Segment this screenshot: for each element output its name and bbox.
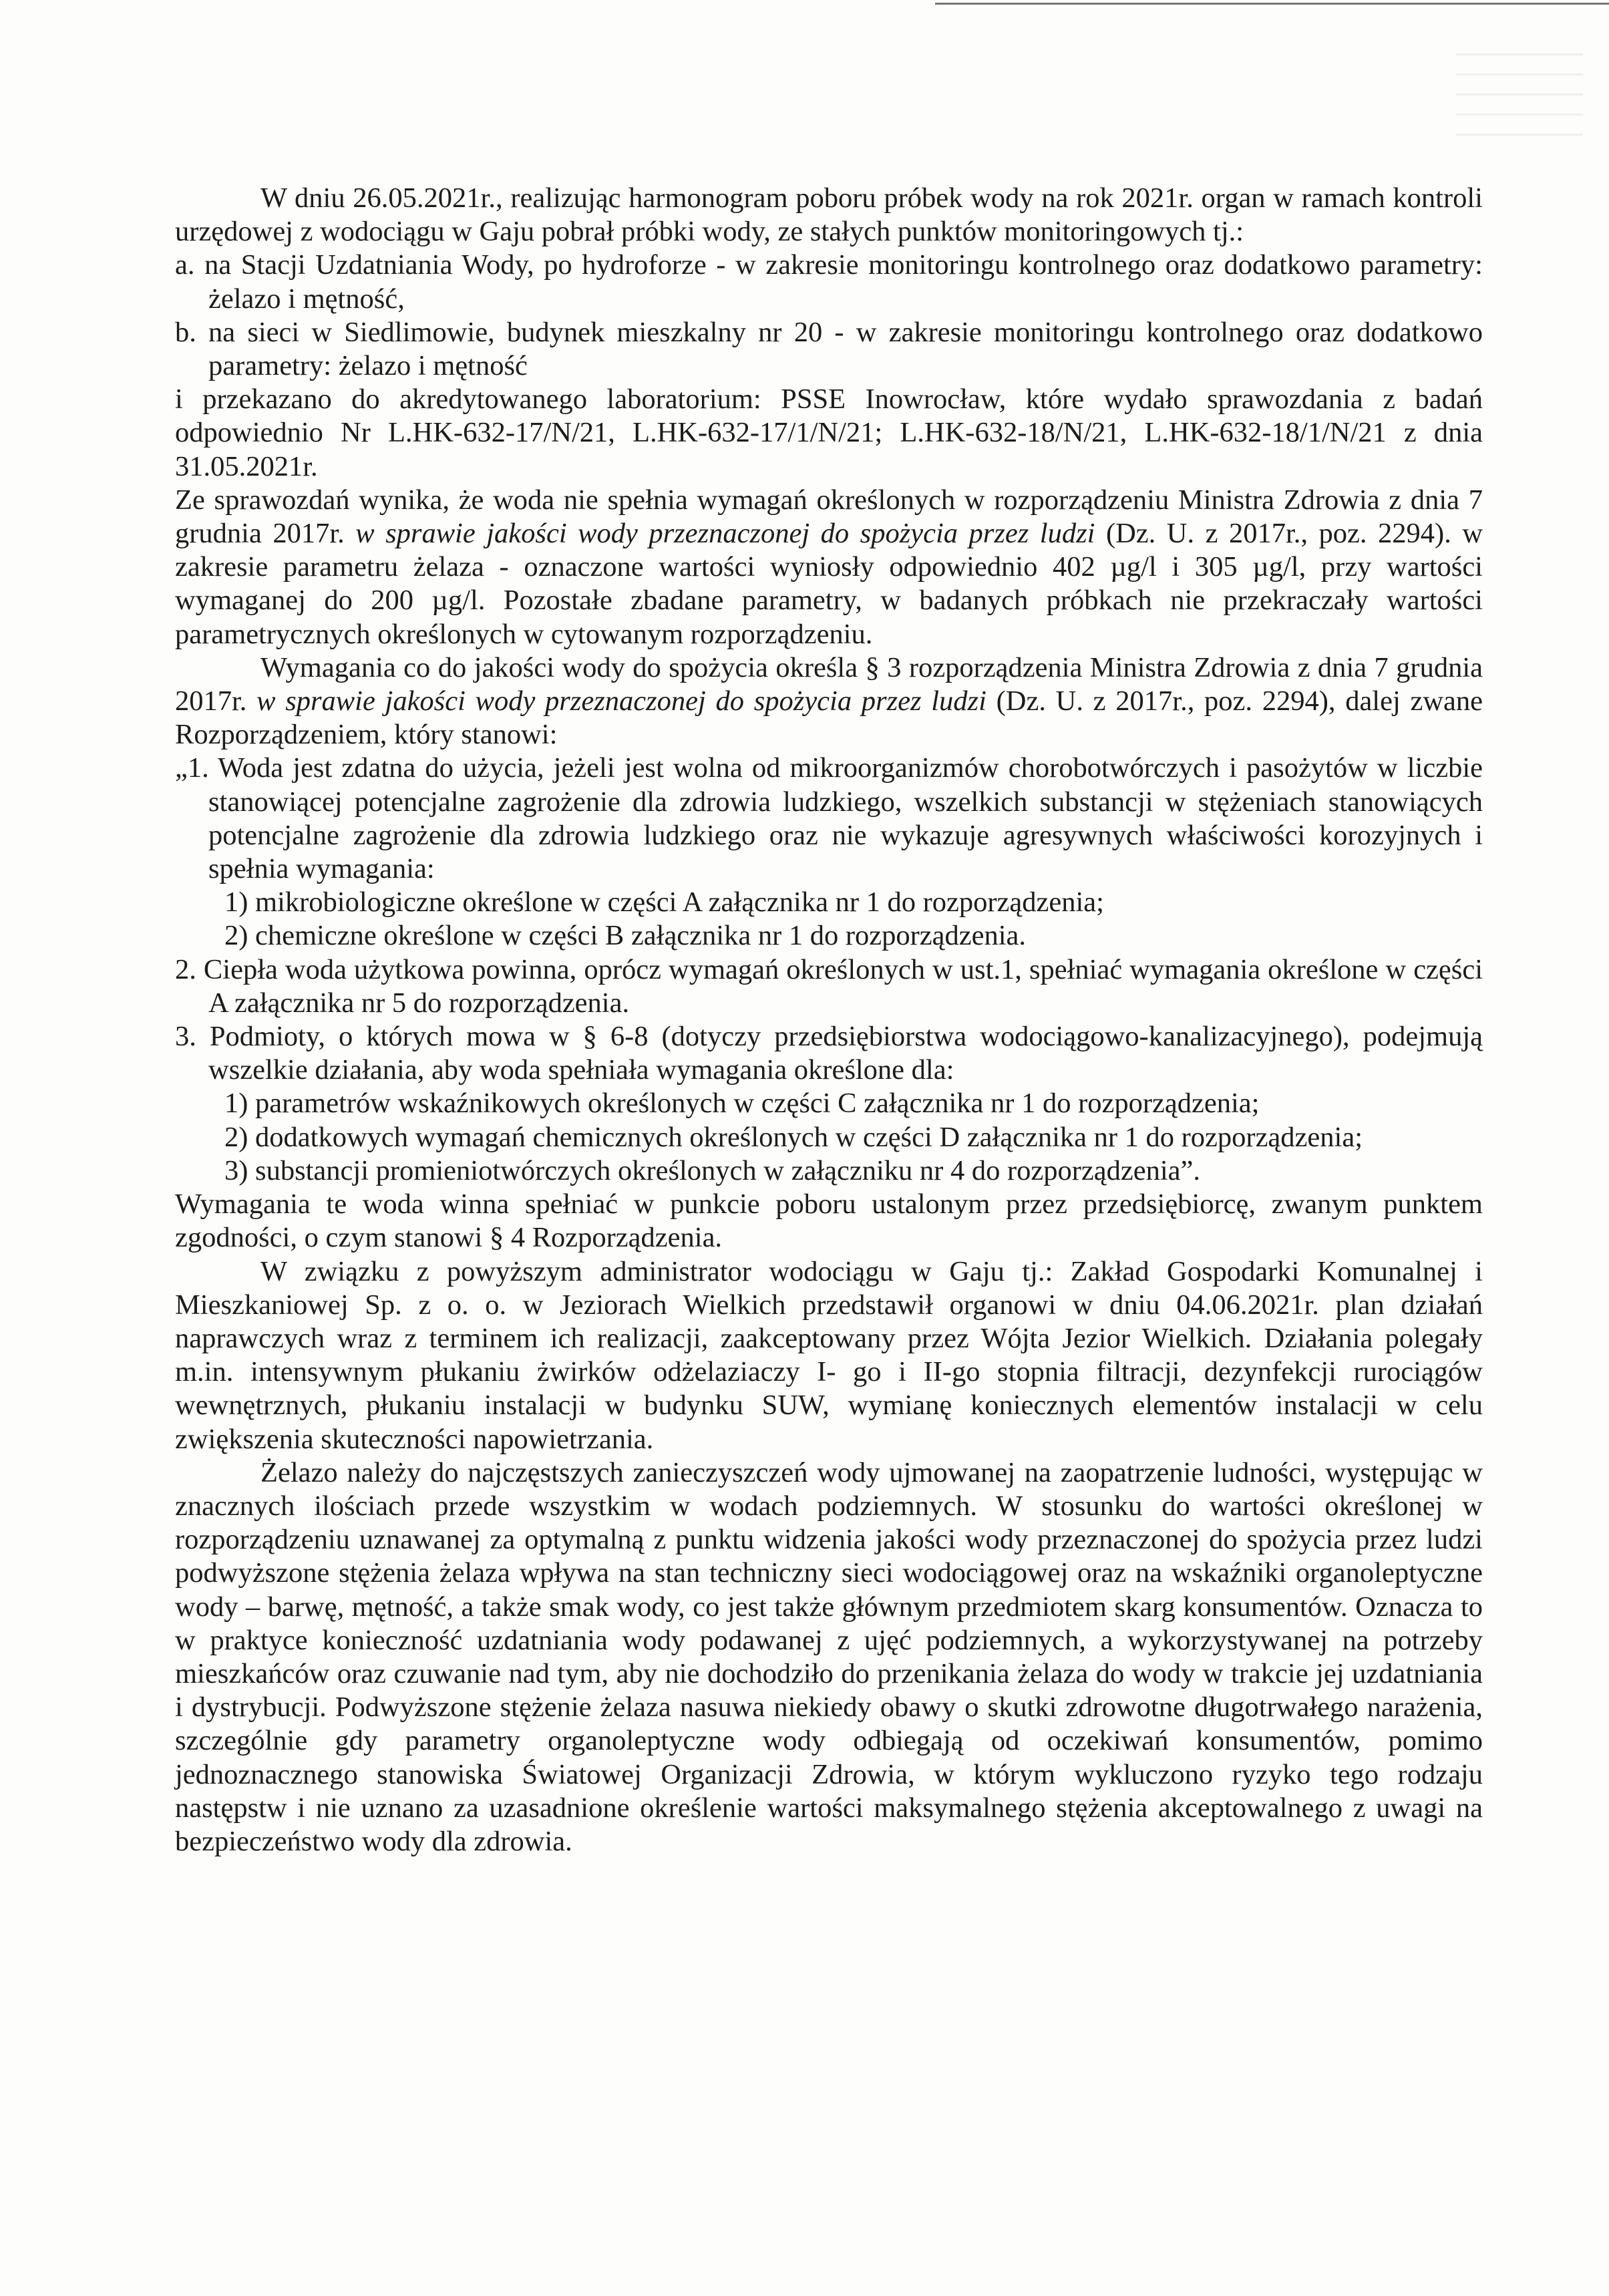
- bleed-through-text: [1456, 53, 1583, 194]
- iron-paragraph: Żelazo należy do najczęstszych zanieczyszczeń wody ujmowanej na zaopatrzenie ludności, występując w znacznych ilościach przede wszystkim w wodach podziemnych. W stosunku do wartości określonej w rozporządzeniu uznawanej za optymalną z punktu widzenia jakości wody przeznaczonej do spożycia przez ludzi podwyższone stężenia żelaza wpływa na stan techniczny sieci wodociągowej oraz na wskaźniki organoleptyczne wody – barwę, mętność, a także smak wody, co jest także głównym przedmiotem skarg konsumentów. Oznacza to w praktyce konieczność uzdatniania wody podawanej z ujęć podziemnych, a wykorzystywanej na potrzeby mieszkańców oraz czuwanie nad tym, aby nie dochodziło do przenikania żelaza do wody w trakcie jej uzdatniania i dystrybucji. Podwyższone stężenie żelaza nasuwa niekiedy obawy o skutki zdrowotne długotrwałego narażenia, szczególnie gdy parametry organoleptyczne wody odbiegają od oczekiwań konsumentów, pomimo jednoznacznego stanowiska Światowej Organizacji Zdrowia, w którym wykluczono ryzyko tego rodzaju następstw i nie uznano za uzasadnione określenie wartości maksymalnego stężenia akceptowalnego z uwagi na bezpieczeństwo wody dla zdrowia.: [175, 1456, 1483, 1857]
- administrator-paragraph: W związku z powyższym administrator wodociągu w Gaju tj.: Zakład Gospodarki Komunalnej i Mieszkaniowej Sp. z o. o. w Jeziorach Wielkich przedstawił organowi w dniu 04.06.2021r. plan działań naprawczych wraz z terminem ich realizacji, zaakceptowany przez Wójta Jezior Wielkich. Działania polegały m.in. intensywnym płukaniu żwirków odżelaziaczy I- go i II-go stopnia filtracji, dezynfekcji rurociągów wewnętrznych, płukaniu instalacji w budynku SUW, wymianę koniecznych elementów instalacji w celu zwiększenia skuteczności napowietrzania.: [175, 1255, 1483, 1455]
- intro-paragraph: W dniu 26.05.2021r., realizując harmonogram poboru próbek wody na rok 2021r. organ w ramach kontroli urzędowej z wodociągu w Gaju pobrał próbki wody, ze stałych punktów monitoringowych tj.:: [175, 182, 1483, 248]
- sampling-point-a: a. na Stacji Uzdatniania Wody, po hydroforze - w zakresie monitoringu kontrolnego oraz dodatkowo parametry: żelazo i mętność,: [175, 249, 1483, 315]
- quote-item-1-2: 2) chemiczne określone w części B załącznika nr 1 do rozporządzenia.: [224, 920, 1027, 952]
- regulation-title: w sprawie jakości wody przeznaczonej do spożycia przez ludzi: [256, 685, 987, 717]
- laboratory-paragraph: i przekazano do akredytowanego laboratorium: PSSE Inowrocław, które wydało sprawozdania z badań odpowiednio Nr L.HK-632-17/N/21, L.HK-632-17/1/N/21; L.HK-632-18/N/21, L.HK-632-18/1/N/21 z dnia 31.05.2021r.: [175, 383, 1483, 482]
- quote-item-3-2: 2) dodatkowych wymagań chemicznych określonych w części D załącznika nr 1 do rozporządzenia;: [224, 1121, 1363, 1153]
- top-border-line: [935, 3, 1609, 5]
- quote-item-3: 3. Podmioty, o których mowa w § 6-8 (dotyczy przedsiębiorstwa wodociągowo-kanalizacyjnego), podejmują wszelkie działania, aby woda spełniała wymagania określone dla:: [175, 1021, 1483, 1086]
- compliance-paragraph: Wymagania te woda winna spełniać w punkcie poboru ustalonym przez przedsiębiorcę, zwanym punktem zgodności, o czym stanowi § 4 Rozporządzenia.: [175, 1188, 1483, 1254]
- requirements-paragraph: [175, 651, 1483, 752]
- quote-item-1-1: 1) mikrobiologiczne określone w części A załącznika nr 1 do rozporządzenia;: [224, 886, 1104, 919]
- results-paragraph: [175, 484, 1483, 651]
- requirements-text-a: Wymagania co do jakości wody do spożycia określa § 3 rozporządzenia Ministra Zdrowia z dnia 7 grudnia 2017r.: [175, 651, 1483, 717]
- quote-item-1: „1. Woda jest zdatna do użycia, jeżeli jest wolna od mikroorganizmów chorobotwórczych i pasożytów w liczbie stanowiącej potencjalne zagrożenie dla zdrowia ludzkiego, wszelkich substancji w stężeniach stanowiących potencjalne zagrożenie dla zdrowia ludzkiego oraz nie wykazuje agresywnych właściwości korozyjnych i spełnia wymagania:: [175, 752, 1483, 885]
- quote-item-3-1: 1) parametrów wskaźnikowych określonych w części C załącznika nr 1 do rozporządzenia;: [224, 1088, 1260, 1120]
- results-text-b: (Dz. U. z 2017r., poz. 2294). w zakresie parametru żelaza - oznaczone wartości wyniosły odpowiednio 402 µg/l i 305 µg/l, przy wartości wymaganej do 200 µg/l. Pozostałe zbadane parametry, w badanych próbkach nie przekraczały wartości parametrycznych określonych w cytowanym rozporządzeniu.: [175, 518, 1483, 650]
- requirements-text-b: (Dz. U. z 2017r., poz. 2294), dalej zwane Rozporządzeniem, który stanowi:: [175, 685, 1483, 751]
- document-body: [175, 182, 1483, 1858]
- quote-item-2: 2. Ciepła woda użytkowa powinna, oprócz wymagań określonych w ust.1, spełniać wymagania określone w części A załącznika nr 5 do rozporządzenia.: [175, 953, 1483, 1019]
- quote-item-3-3: 3) substancji promieniotwórczych określonych w załączniku nr 4 do rozporządzenia”.: [224, 1154, 1200, 1186]
- results-text-a: Ze sprawozdań wynika, że woda nie spełnia wymagań określonych w rozporządzeniu Ministra Zdrowia z dnia 7 grudnia 2017r.: [175, 484, 1483, 550]
- sampling-point-b: b. na sieci w Siedlimowie, budynek mieszkalny nr 20 - w zakresie monitoringu kontrolnego oraz dodatkowo parametry: żelazo i mętność: [175, 316, 1483, 382]
- regulation-title: w sprawie jakości wody przeznaczonej do spożycia przez ludzi: [355, 518, 1095, 550]
